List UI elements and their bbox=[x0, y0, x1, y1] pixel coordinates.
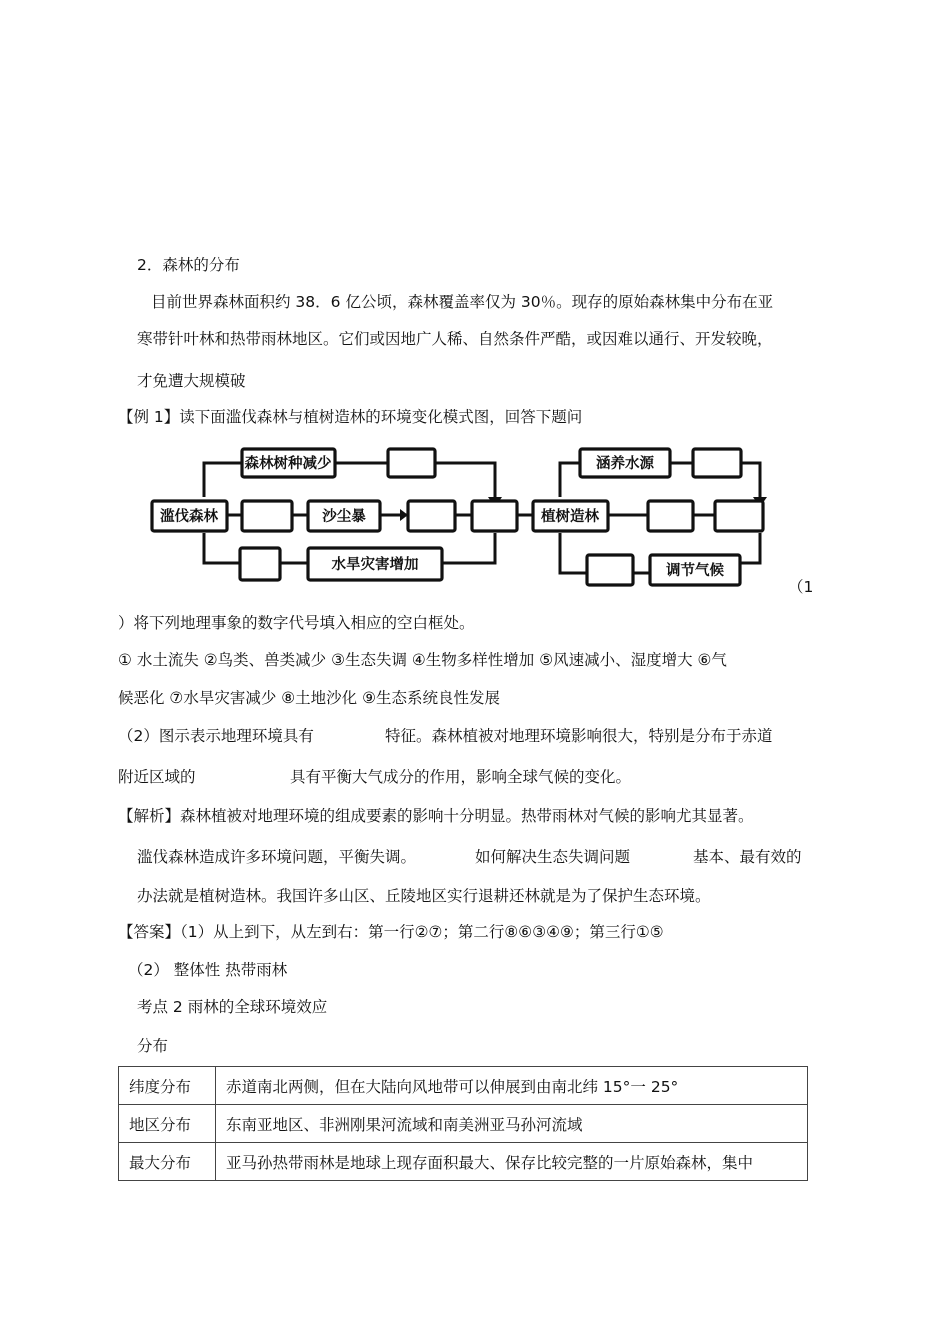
blank-box bbox=[648, 501, 693, 531]
example-title: 【例 1】读下面滥伐森林与植树造林的环境变化模式图，回答下题问 bbox=[118, 408, 583, 426]
svg-text:水旱灾害增加: 水旱灾害增加 bbox=[331, 557, 419, 573]
section-heading: 2．森林的分布 bbox=[137, 256, 240, 274]
row-text: 东南亚地区、非洲刚果河流域和南美洲亚马孙河流域 bbox=[216, 1105, 808, 1143]
blank-box bbox=[587, 555, 633, 585]
section-2-subtitle: 分布 bbox=[137, 1037, 169, 1055]
flow-diagram bbox=[140, 445, 780, 595]
blank-box bbox=[240, 548, 280, 580]
row-text: 赤道南北两侧，但在大陆向风地带可以伸展到由南北纬 15°一 25° bbox=[216, 1067, 808, 1105]
question-1-number: （1 bbox=[788, 578, 814, 596]
box-climate-regulation bbox=[650, 555, 740, 585]
box-tree-species-decrease bbox=[242, 449, 335, 477]
table-row bbox=[119, 1105, 808, 1143]
blank-box bbox=[715, 501, 763, 531]
blank-box bbox=[693, 449, 741, 477]
row-text: 亚马孙热带雨林是地球上现存面积最大、保存比较完整的一片原始森林，集中 bbox=[216, 1143, 808, 1181]
svg-text:植树造林: 植树造林 bbox=[541, 509, 599, 525]
svg-text:沙尘暴: 沙尘暴 bbox=[322, 509, 366, 525]
distribution-table bbox=[118, 1066, 808, 1181]
box-afforestation bbox=[533, 501, 608, 531]
blank-box bbox=[408, 501, 455, 531]
question-1: ）将下列地理事象的数字代号填入相应的空白框处。 bbox=[118, 614, 475, 632]
box-sandstorm bbox=[308, 501, 380, 531]
box-water-conservation bbox=[580, 449, 670, 477]
box-deforestation bbox=[152, 501, 227, 531]
blank-box bbox=[472, 501, 517, 531]
svg-text:森林树种减少: 森林树种减少 bbox=[244, 456, 332, 472]
row-label: 最大分布 bbox=[119, 1143, 216, 1181]
table-row bbox=[119, 1143, 808, 1181]
svg-text:滥伐森林: 滥伐森林 bbox=[160, 509, 218, 525]
blank-box bbox=[242, 501, 292, 531]
box-drought-flood-increase bbox=[308, 548, 442, 580]
row-label: 地区分布 bbox=[119, 1105, 216, 1143]
table-row bbox=[119, 1067, 808, 1105]
svg-text:调节气候: 调节气候 bbox=[666, 563, 724, 579]
section-2-title: 考点 2 雨林的全球环境效应 bbox=[137, 998, 328, 1016]
row-label: 纬度分布 bbox=[119, 1067, 216, 1105]
svg-text:涵养水源: 涵养水源 bbox=[596, 456, 654, 472]
blank-box bbox=[388, 449, 435, 477]
